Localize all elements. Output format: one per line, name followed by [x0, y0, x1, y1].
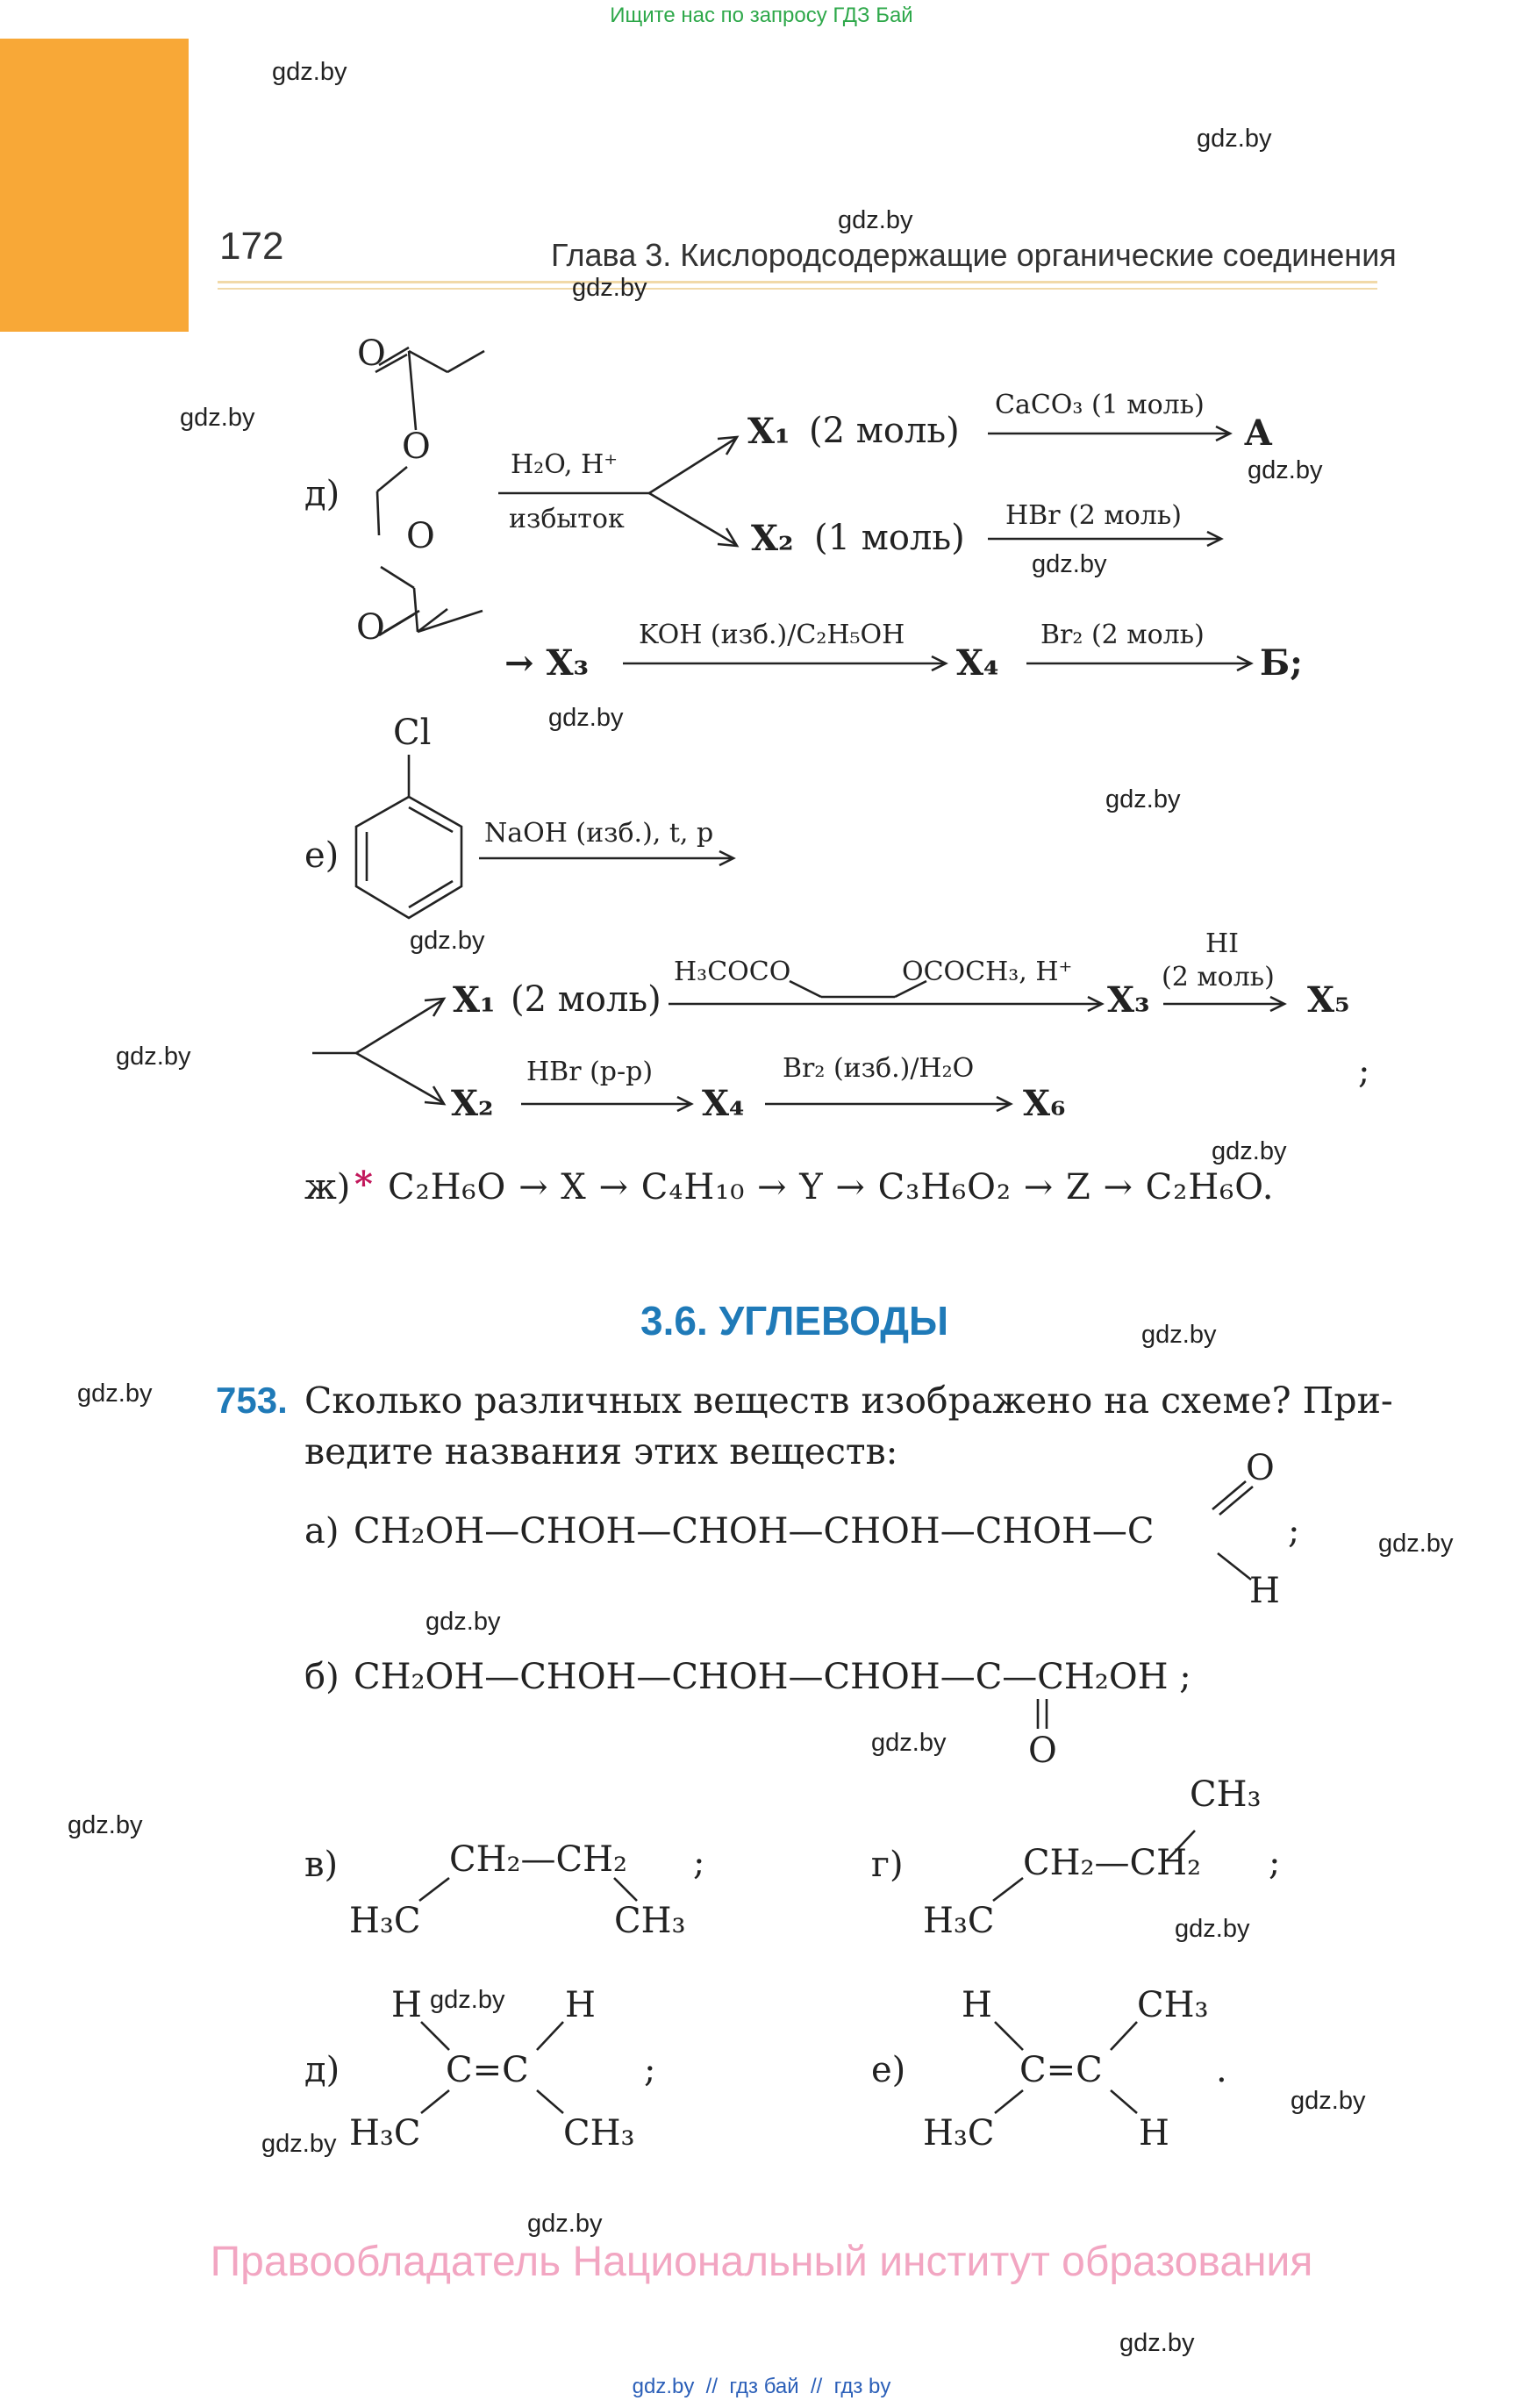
item-e2-h-bottom: H	[1139, 2113, 1169, 2154]
reagent-naoh: NaOH (изб.), t, p	[484, 818, 714, 849]
e-reagent-hi-amount: (2 моль)	[1162, 962, 1275, 993]
product-b: Б;	[1260, 642, 1303, 684]
item-a-h: H	[1249, 1571, 1280, 1611]
part-zh-label: ж)	[304, 1167, 351, 1208]
reagent-excess: избыток	[509, 504, 625, 534]
e-reagent-hi: HI	[1205, 928, 1240, 959]
product-a: А	[1244, 412, 1273, 454]
e-reagent-hbr: HBr (р-р)	[526, 1057, 654, 1087]
reagent-br2: Br₂ (2 моль)	[1040, 620, 1205, 650]
item-e2-left: H₃C	[923, 2113, 995, 2154]
watermark: gdz.by	[1141, 1321, 1217, 1349]
watermark: gdz.by	[261, 2130, 337, 2158]
reagent-h2o: H₂O, H⁺	[511, 449, 618, 480]
item-d2-cc: C=C	[446, 2050, 529, 2090]
e-product-x2: X₂	[451, 1083, 494, 1124]
reagent-hbr: HBr (2 моль)	[1005, 500, 1182, 531]
watermark: gdz.by	[1032, 550, 1107, 578]
item-g-mid: CH₂—CH₂	[1023, 1843, 1202, 1883]
watermark: gdz.by	[68, 1811, 143, 1839]
watermark: gdz.by	[1291, 2087, 1366, 2115]
e-product-x3: X₃	[1107, 979, 1150, 1021]
item-d2-h-left: H	[391, 1985, 422, 2025]
part-e-label: е)	[304, 835, 340, 876]
watermark: gdz.by	[1378, 1530, 1454, 1558]
item-g-left: H₃C	[923, 1901, 995, 1941]
item-g-top: CH₃	[1190, 1774, 1262, 1815]
item-v-left: H₃C	[349, 1901, 421, 1941]
watermark: gdz.by	[425, 1608, 501, 1636]
watermark: gdz.by	[838, 206, 913, 234]
watermark: gdz.by	[430, 1986, 505, 2014]
e-product-x4: X₄	[702, 1083, 745, 1124]
e-x1-amount: (2 моль)	[511, 979, 661, 1020]
footer-links[interactable]: gdz.by // гдз бай // гдз by	[632, 2375, 891, 2398]
watermark: gdz.by	[1197, 125, 1272, 153]
struct-o-top: O	[357, 333, 386, 374]
watermark: gdz.by	[410, 927, 485, 955]
zh-chain: C₂H₆O → X → C₄H₁₀ → Y → C₃H₆O₂ → Z → C₂H₆O.	[388, 1167, 1275, 1208]
watermark: gdz.by	[871, 1729, 947, 1757]
e-product-x6: X₆	[1023, 1083, 1066, 1124]
item-a-o: O	[1246, 1448, 1275, 1488]
e-product-x5: X₅	[1307, 979, 1350, 1021]
task-line-2: ведите названия этих веществ:	[304, 1430, 898, 1473]
item-g-end: ;	[1269, 1843, 1281, 1883]
item-e2-end: .	[1216, 2050, 1227, 2090]
task-number: 753.	[216, 1380, 288, 1421]
product-x3: → X₃	[504, 642, 589, 684]
top-banner[interactable]: Ищите нас по запросу ГДЗ Бай	[610, 4, 913, 27]
item-b-o: O	[1028, 1731, 1057, 1771]
watermark: gdz.by	[116, 1043, 191, 1071]
item-v-right: CH₃	[614, 1901, 686, 1941]
task-line-1: Сколько различных веществ изображено на схеме? При-	[304, 1380, 1393, 1422]
item-g-label: г)	[871, 1845, 904, 1885]
item-v-end: ;	[693, 1843, 705, 1883]
reagent-koh: KOH (изб.)/C₂H₅OH	[639, 620, 905, 650]
item-d2-end: ;	[644, 2050, 656, 2090]
item-d2-left: H₃C	[349, 2113, 421, 2154]
asterisk: *	[354, 1164, 373, 1205]
item-b-formula: CH₂OH—CHOH—CHOH—CHOH—C—CH₂OH ;	[354, 1657, 1191, 1697]
chlorine: Cl	[393, 713, 432, 753]
item-e2-cc: C=C	[1019, 2050, 1103, 2090]
x1-amount: (2 моль)	[809, 411, 960, 451]
e-reagent-br2: Br₂ (изб.)/H₂O	[783, 1053, 975, 1084]
item-d2-label: д)	[304, 2050, 340, 2090]
watermark: gdz.by	[1175, 1915, 1250, 1943]
watermark: gdz.by	[548, 704, 624, 732]
product-x4: X₄	[956, 642, 999, 684]
watermark: gdz.by	[572, 274, 647, 302]
watermark: gdz.by	[180, 404, 255, 432]
watermark: gdz.by	[1248, 456, 1323, 484]
item-e2-h-top: H	[962, 1985, 992, 2025]
struct-o-bot: O	[356, 607, 385, 648]
item-a-formula: CH₂OH—CHOH—CHOH—CHOH—CHOH—C	[354, 1511, 1155, 1552]
product-x1: X₁	[747, 411, 790, 452]
watermark: gdz.by	[1105, 785, 1181, 813]
product-x2: X₂	[751, 518, 794, 559]
item-a-end: ;	[1288, 1511, 1300, 1552]
item-v-top: CH₂—CH₂	[449, 1839, 628, 1880]
watermark: gdz.by	[1119, 2329, 1195, 2357]
item-d2-h-right: H	[565, 1985, 596, 2025]
page-number: 172	[219, 225, 284, 268]
item-a-label: а)	[304, 1511, 340, 1552]
watermark: gdz.by	[527, 2210, 603, 2238]
e-reagent-right: OCOCH₃, H⁺	[902, 957, 1073, 987]
reagent-caco3: CaCO₃ (1 моль)	[995, 390, 1205, 420]
item-v-label: в)	[304, 1845, 339, 1885]
e-reagent-left: H₃COCO	[674, 957, 791, 987]
item-d2-right: CH₃	[563, 2113, 635, 2154]
e-product-x1: X₁	[453, 979, 496, 1021]
footer-rights: Правообладатель Национальный институт образования	[210, 2239, 1313, 2285]
watermark: gdz.by	[1212, 1137, 1287, 1165]
e-semicolon: ;	[1358, 1051, 1370, 1092]
part-d-label: д)	[304, 474, 340, 514]
chapter-title: Глава 3. Кислородсодержащие органические соединения	[551, 237, 1397, 273]
watermark: gdz.by	[77, 1380, 153, 1408]
section-heading: 3.6. УГЛЕВОДЫ	[640, 1298, 949, 1344]
x2-amount: (1 моль)	[814, 518, 965, 558]
item-b-label: б)	[304, 1657, 340, 1697]
struct-o-mid1: O	[402, 426, 431, 467]
struct-o-mid2: O	[406, 516, 435, 556]
item-e2-label: е)	[871, 2050, 906, 2090]
watermark: gdz.by	[272, 58, 347, 86]
item-e2-ch3-top: CH₃	[1137, 1985, 1209, 2025]
